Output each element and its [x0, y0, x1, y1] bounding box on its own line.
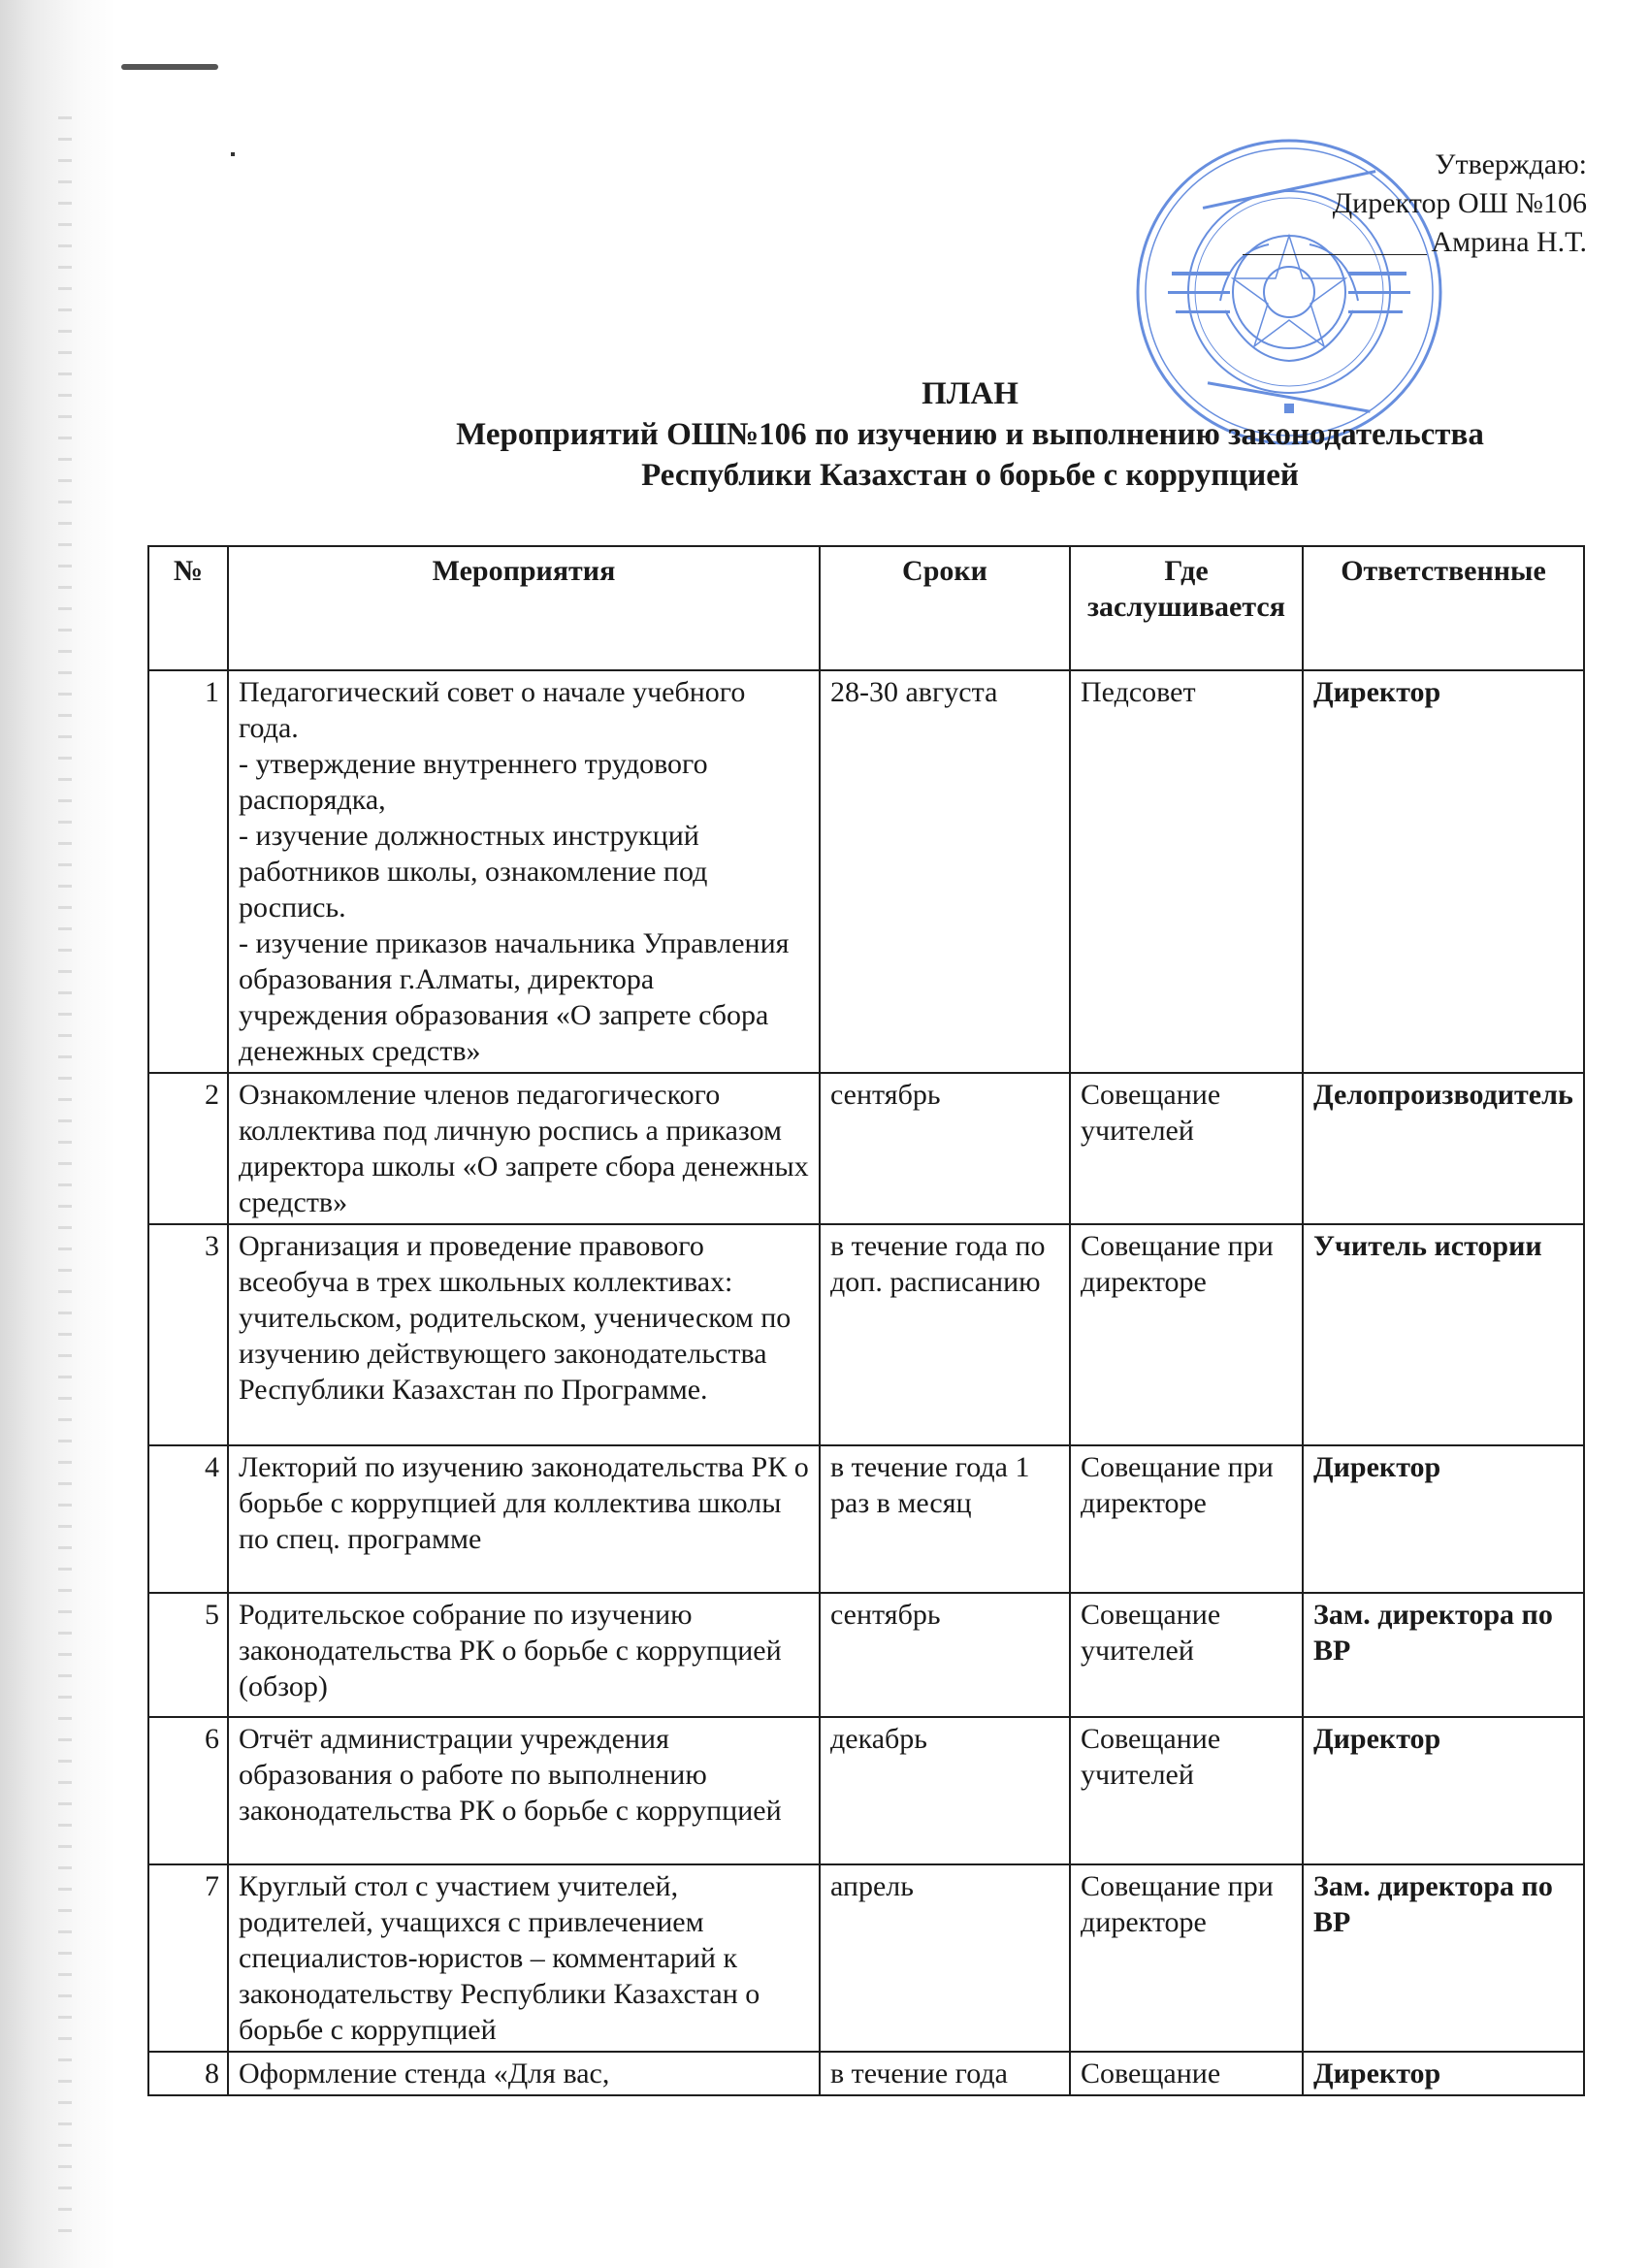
- row-responsible: Зам. директора по ВР: [1303, 1864, 1584, 2052]
- table-row: [148, 2052, 1584, 2095]
- row-responsible: Директор: [1303, 670, 1584, 1073]
- row-term: сентябрь: [820, 1593, 1070, 1717]
- event-line: Родительское собрание по изучению законодательства РК о борьбе с коррупцией (обзор): [239, 1599, 782, 1702]
- row-event: [228, 670, 820, 1073]
- table-row: [148, 1717, 1584, 1864]
- event-line: Круглый стол с участием учителей, родителей, учащихся с привлечением специалистов-юристов – комментарий к законодательству Республики Казахстан о борьбе с коррупцией: [239, 1870, 760, 2046]
- row-responsible: Директор: [1303, 1445, 1584, 1593]
- row-responsible: Зам. директора по ВР: [1303, 1593, 1584, 1717]
- event-line: Педагогический совет о начале учебного года.: [239, 676, 746, 744]
- row-responsible: Директор: [1303, 1717, 1584, 1864]
- event-line: - изучение должностных инструкций работников школы, ознакомление под роспись.: [239, 820, 708, 923]
- row-term: в течение года: [820, 2052, 1070, 2095]
- row-term: в течение года 1 раз в месяц: [820, 1445, 1070, 1593]
- approval-position: Директор ОШ №106: [1332, 187, 1587, 219]
- event-line: Ознакомление членов педагогического коллектива под личную роспись а приказом директора школы «О запрете сбора денежных средств»: [239, 1079, 809, 1218]
- row-num: 4: [148, 1445, 228, 1593]
- row-event: [228, 1445, 820, 1593]
- approval-caption: Утверждаю:: [1435, 148, 1587, 180]
- row-num: 2: [148, 1073, 228, 1224]
- row-where: Совещание при директоре: [1070, 1445, 1303, 1593]
- row-term: апрель: [820, 1864, 1070, 2052]
- event-line: Лекторий по изучению законодательства РК о борьбе с коррупцией для коллектива школы по спец. программе: [239, 1451, 809, 1555]
- table-row: [148, 1445, 1584, 1593]
- row-event: [228, 1224, 820, 1445]
- table-row: [148, 1073, 1584, 1224]
- scan-mark: [121, 64, 218, 70]
- approval-signature-line: [1243, 223, 1587, 262]
- row-num: 8: [148, 2052, 228, 2095]
- row-term: декабрь: [820, 1717, 1070, 1864]
- row-term: 28-30 августа: [820, 670, 1070, 1073]
- row-term: сентябрь: [820, 1073, 1070, 1224]
- title-plan: ПЛАН: [922, 376, 1018, 411]
- event-line: - утверждение внутреннего трудового распорядка,: [239, 748, 708, 816]
- row-where: Совещание учителей: [1070, 1593, 1303, 1717]
- row-num: 3: [148, 1224, 228, 1445]
- row-event: [228, 1717, 820, 1864]
- approval-name: Амрина Н.Т.: [1431, 226, 1587, 258]
- header-event: Мероприятия: [228, 546, 820, 670]
- row-num: 5: [148, 1593, 228, 1717]
- row-event: [228, 1073, 820, 1224]
- row-where: Совещание при директоре: [1070, 1224, 1303, 1445]
- plan-table: [147, 545, 1585, 2096]
- header-where: Где заслушивается: [1070, 546, 1303, 670]
- document-title: [291, 373, 1649, 496]
- approval-block: [1243, 146, 1587, 262]
- title-subtitle-2: Республики Казахстан о борьбе с коррупцией: [641, 458, 1299, 493]
- table-row: [148, 670, 1584, 1073]
- row-where: Совещание учителей: [1070, 1717, 1303, 1864]
- row-num: 7: [148, 1864, 228, 2052]
- row-responsible: Делопроизводитель: [1303, 1073, 1584, 1224]
- row-responsible: Директор: [1303, 2052, 1584, 2095]
- table-header-row: [148, 546, 1584, 670]
- signature-underline: [1243, 225, 1427, 255]
- row-where: Совещание учителей: [1070, 1073, 1303, 1224]
- row-responsible: Учитель истории: [1303, 1224, 1584, 1445]
- row-where: Педсовет: [1070, 670, 1303, 1073]
- table-row: [148, 1224, 1584, 1445]
- row-where: Совещание при директоре: [1070, 1864, 1303, 2052]
- scan-dot: [231, 152, 235, 156]
- row-where: Совещание: [1070, 2052, 1303, 2095]
- header-responsible: Ответственные: [1303, 546, 1584, 670]
- row-num: 6: [148, 1717, 228, 1864]
- event-line: Оформление стенда «Для вас,: [239, 2057, 610, 2090]
- row-num: 1: [148, 670, 228, 1073]
- scan-hole-marks: [58, 116, 72, 2251]
- table-row: [148, 1864, 1584, 2052]
- row-event: [228, 1864, 820, 2052]
- event-line: Организация и проведение правового всеобуча в трех школьных коллективах: учительском, родительском, ученическом по изучению действующего законодательства Республики Казахстан по Программе.: [239, 1230, 792, 1406]
- event-line: Отчёт администрации учреждения образования о работе по выполнению законодательства РК о борьбе с коррупцией: [239, 1723, 782, 1827]
- header-term: Сроки: [820, 546, 1070, 670]
- row-event: [228, 2052, 820, 2095]
- header-num: №: [148, 546, 228, 670]
- title-subtitle-1: Мероприятий ОШ№106 по изучению и выполнению законодательства: [456, 417, 1484, 452]
- event-line: - изучение приказов начальника Управления образования г.Алматы, директора учреждения образования «О запрете сбора денежных средств»: [239, 927, 790, 1067]
- row-term: в течение года по доп. расписанию: [820, 1224, 1070, 1445]
- table-row: [148, 1593, 1584, 1717]
- row-event: [228, 1593, 820, 1717]
